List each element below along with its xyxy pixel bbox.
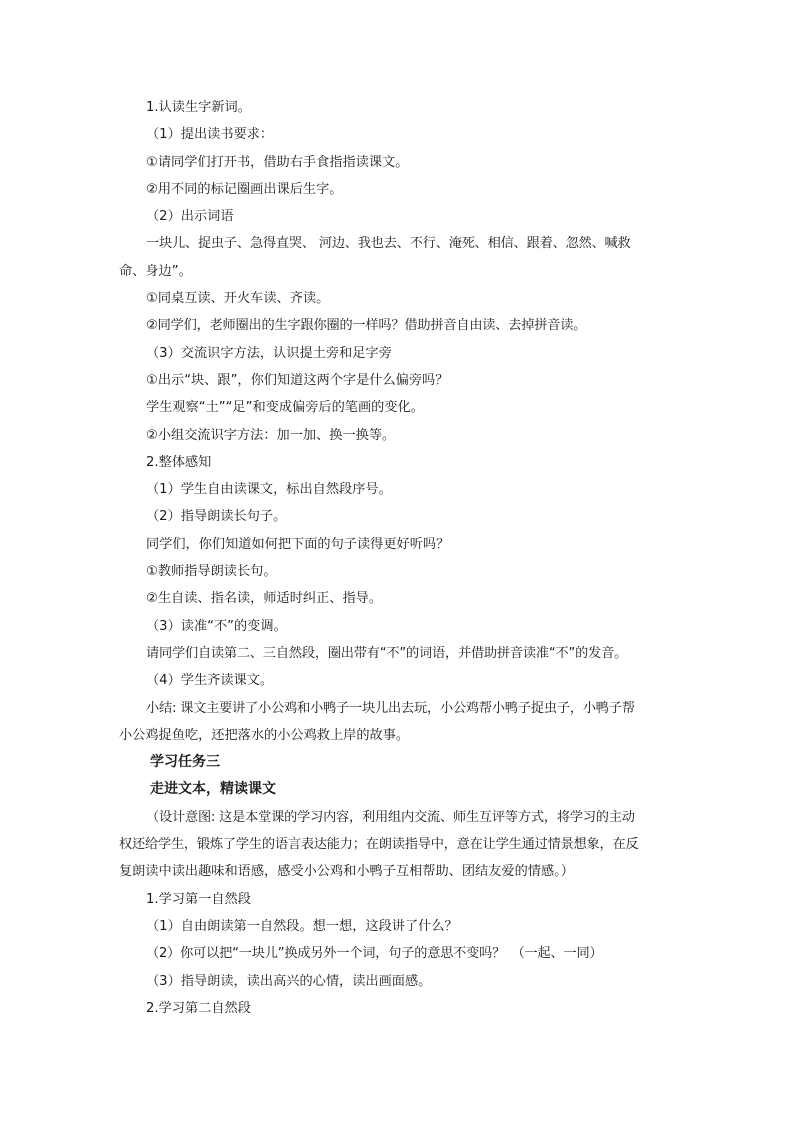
paragraph-observe-strokes: 学生观察“土”“足”和变成偏旁后的笔画的变化。 [146,400,424,416]
sub-step-reading-requirements: （1）提出读书要求： [146,127,274,143]
paragraph-tone-practice: 请同学们自读第二、三自然段，圈出带有“不”的词语，并借助拼音读准“不”的发音。 [146,645,628,661]
step-heading-recognize-words: 1.认读生字新词。 [146,100,251,115]
sub-step-read-paragraph-one: （1）自由朗读第一自然段。想一想，这段讲了什么？ [146,918,458,934]
vocabulary-list-line-1: 一块儿、捉虫子、急得直哭、 河边、我也去、不行、淹死、相信、跟着、忽然、喊救 [146,236,631,252]
design-intent-line-2: 权还给学生，锻炼了学生的语言表达能力；在朗读指导中，意在让学生通过情景想象，在反 [119,837,639,853]
design-intent-line-1: （设计意图: 这是本堂课的学习内容，利用组内交流、师生互评等方式，将学习的主动 [146,809,635,825]
lesson-text-body [119,94,689,1022]
section-subheading-close-reading: 走进文本，精读课文 [150,781,276,798]
step-heading-paragraph-one: 1.学习第一自然段 [146,891,251,907]
sub-step-literacy-methods: （3）交流识字方法，认识提土旁和足字旁 [146,345,392,361]
summary-line-1: 小结: 课文主要讲了小公鸡和小鸭子一块儿出去玩，小公鸡帮小鸭子捉虫子，小鸭子帮 [146,700,635,716]
list-item-peer-reading: ①同桌互读、开火车读、齐读。 [146,291,330,307]
section-heading-task-three: 学习任务三 [150,754,220,771]
list-item-show-radicals: ①出示“块、跟”，你们知道这两个字是什么偏旁吗？ [146,372,449,388]
list-item-teacher-guides: ①教师指导朗读长句。 [146,564,277,580]
paragraph-question-read-better: 同学们，你们知道如何把下面的句子读得更好听吗？ [146,536,450,552]
sub-step-read-together: （4）学生齐读课文。 [146,673,274,689]
vocabulary-list-line-2: 命、身边”。 [119,263,192,279]
list-item-group-exchange: ②小组交流识字方法：加一加、换一换等。 [146,427,396,443]
list-item-finger-reading: ①请同学们打开书，借助右手食指指读课文。 [146,154,409,170]
summary-line-2: 小公鸡捉鱼吃，还把落水的小公鸡救上岸的故事。 [119,727,410,743]
sub-step-guided-reading: （3）指导朗读，读出高兴的心情，读出画面感。 [146,973,432,989]
sub-step-show-words: （2）出示词语 [146,209,234,225]
design-intent-line-3: 复朗读中读出趣味和语感，感受小公鸡和小鸭子互相帮助、团结友爱的情感。） [119,864,574,880]
list-item-circle-characters: ②用不同的标记圈画出课后生字。 [146,181,343,197]
sub-step-long-sentences: （2）指导朗读长句子。 [146,509,287,525]
step-heading-paragraph-two: 2.学习第二自然段 [146,1000,251,1016]
sub-step-tone-change: （3）读准“不”的变调。 [146,618,287,634]
sub-step-free-reading: （1）学生自由读课文，标出自然段序号。 [146,482,392,498]
list-item-self-reading: ②生自读、指名读，师适时纠正、指导。 [146,591,383,607]
step-heading-overall-perception: 2.整体感知 [146,454,212,470]
sub-step-replace-word: （2）你可以把“一块儿”换成另外一个词，句子的意思不变吗？ （一起、一同） [146,946,603,962]
list-item-compare-circles: ②同学们，老师圈出的生字跟你圈的一样吗？借助拼音自由读、去掉拼音读。 [146,318,587,334]
